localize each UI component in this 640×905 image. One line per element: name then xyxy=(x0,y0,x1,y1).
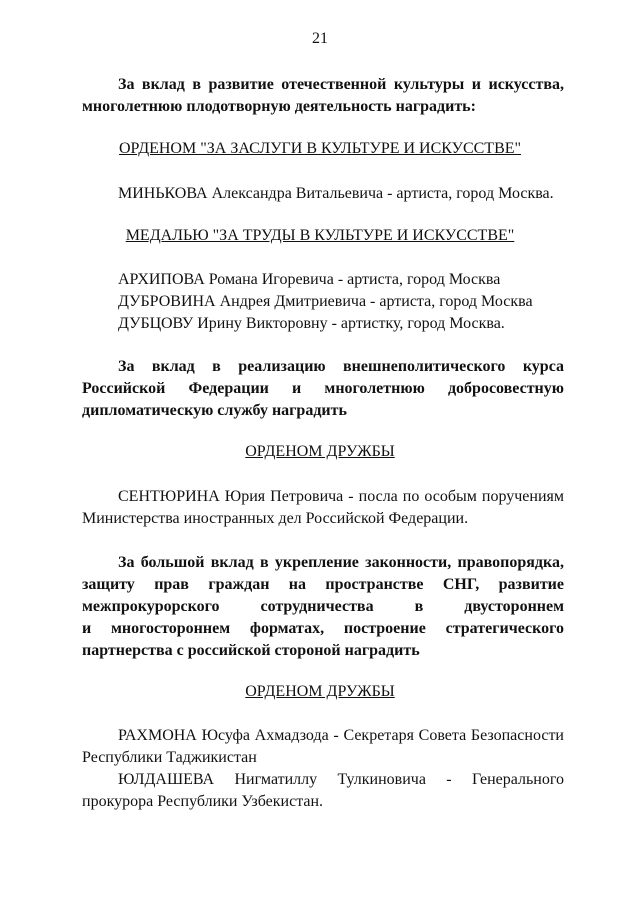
section3-intro-line4: и многостороннем форматах, построение стратегического xyxy=(82,620,564,637)
section3-intro-line1: За большой вклад в укрепление законности, правопорядка, xyxy=(118,554,564,571)
awardee-yuldashev-line1: ЮЛДАШЕВА Нигматиллу Тулкиновича - Генерального xyxy=(118,771,564,788)
award-heading-medal-culture: МЕДАЛЬЮ "ЗА ТРУДЫ В КУЛЬТУРЕ И ИСКУССТВЕ" xyxy=(125,227,515,244)
awardee-yuldashev-line2: прокурора Республики Узбекистан. xyxy=(82,793,324,810)
awardee-rakhmon-line2: Республики Таджикистан xyxy=(82,749,257,766)
awardee-minkov: МИНЬКОВА Александра Витальевича - артиста, город Москва. xyxy=(118,185,554,202)
section1-intro-line2: многолетнюю плодотворную деятельность наградить: xyxy=(82,98,476,115)
page-number: 21 xyxy=(312,30,328,47)
award-heading-order-friendship-2: ОРДЕНОМ ДРУЖБЫ xyxy=(245,683,395,700)
award-heading-order-friendship-1: ОРДЕНОМ ДРУЖБЫ xyxy=(245,443,395,460)
award-heading-order-culture: ОРДЕНОМ "ЗА ЗАСЛУГИ В КУЛЬТУРЕ И ИСКУССТВЕ" xyxy=(118,140,522,157)
section2-intro-line3: дипломатическую службу наградить xyxy=(82,402,347,419)
section3-intro-line2: защиту прав граждан на пространстве СНГ, развитие xyxy=(82,576,564,593)
section2-intro-line1: За вклад в реализацию внешнеполитического курса xyxy=(118,358,564,375)
awardee-sentyurin-line1: СЕНТЮРИНА Юрия Петровича - посла по особым поручениям xyxy=(118,488,564,505)
section1-intro-line1: За вклад в развитие отечественной культуры и искусства, xyxy=(118,76,564,93)
awardee-dubtsova: ДУБЦОВУ Ирину Викторовну - артистку, город Москва. xyxy=(118,315,505,332)
section3-intro-line3: межпрокурорского сотрудничества в двустороннем xyxy=(82,598,564,615)
awardee-sentyurin-line2: Министерства иностранных дел Российской Федерации. xyxy=(82,510,469,527)
section2-intro-line2: Российской Федерации и многолетнюю добросовестную xyxy=(82,380,564,397)
awardee-arkhipov: АРХИПОВА Романа Игоревича - артиста, город Москва xyxy=(118,271,501,288)
section3-intro-line5: партнерства с российской стороной наградить xyxy=(82,642,420,659)
awardee-rakhmon-line1: РАХМОНА Юсуфа Ахмадзода - Секретаря Совета Безопасности xyxy=(118,727,564,744)
awardee-dubrovin: ДУБРОВИНА Андрея Дмитриевича - артиста, город Москва xyxy=(118,293,533,310)
